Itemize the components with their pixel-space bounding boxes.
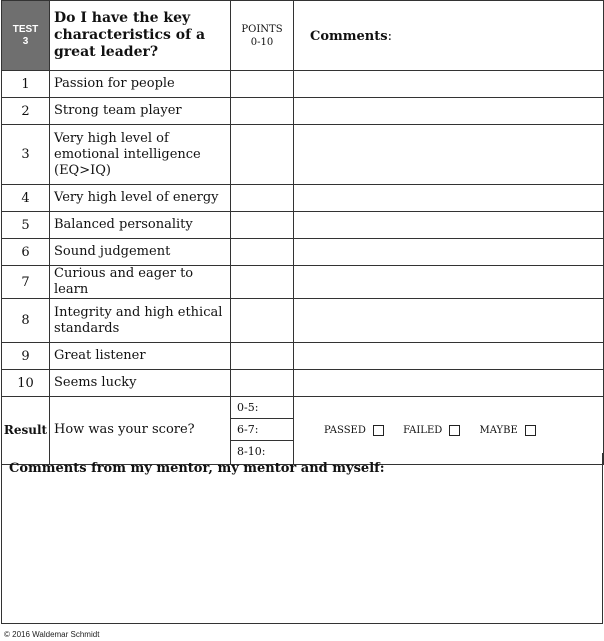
characteristic-line: Very high level of bbox=[54, 130, 169, 146]
comment-input-cell[interactable] bbox=[294, 71, 604, 98]
comment-input-cell[interactable] bbox=[294, 266, 604, 299]
points-input-cell[interactable] bbox=[231, 71, 294, 98]
question-line-1: Do I have the key bbox=[54, 10, 191, 26]
mentor-comments-box[interactable] bbox=[1, 453, 603, 624]
result-label: Result bbox=[2, 397, 50, 464]
table-row bbox=[2, 266, 604, 299]
characteristic-text bbox=[50, 125, 231, 185]
score-range-high[interactable]: 8-10: bbox=[237, 445, 266, 459]
score-question: How was your score? bbox=[50, 397, 231, 464]
points-input-cell[interactable] bbox=[231, 343, 294, 370]
row-number: 6 bbox=[2, 239, 50, 266]
comment-input-cell[interactable] bbox=[294, 212, 604, 239]
maybe-option[interactable] bbox=[479, 425, 535, 436]
table-row bbox=[2, 239, 604, 266]
test-label: TEST bbox=[12, 23, 39, 35]
characteristic-line: Very high level of energy bbox=[54, 190, 219, 205]
table-row bbox=[2, 212, 604, 239]
row-number: 3 bbox=[2, 125, 50, 185]
characteristic-text bbox=[50, 98, 231, 125]
row-number: 9 bbox=[2, 343, 50, 370]
test-table bbox=[1, 0, 604, 397]
failed-checkbox[interactable] bbox=[449, 425, 460, 436]
characteristic-text bbox=[50, 71, 231, 98]
passed-checkbox[interactable] bbox=[373, 425, 384, 436]
row-number: 8 bbox=[2, 299, 50, 343]
score-range-mid[interactable]: 6-7: bbox=[231, 419, 293, 441]
characteristic-line: emotional intelligence bbox=[54, 146, 201, 162]
row-number: 4 bbox=[2, 185, 50, 212]
table-row bbox=[2, 299, 604, 343]
header-row bbox=[2, 1, 604, 71]
table-row bbox=[2, 185, 604, 212]
characteristic-text bbox=[50, 299, 231, 343]
characteristic-text bbox=[50, 370, 231, 397]
comment-input-cell[interactable] bbox=[294, 98, 604, 125]
points-input-cell[interactable] bbox=[231, 266, 294, 299]
characteristic-text bbox=[50, 266, 231, 299]
points-input-cell[interactable] bbox=[231, 212, 294, 239]
characteristic-line: Integrity and high ethical bbox=[54, 304, 223, 320]
points-range: 0-10 bbox=[250, 37, 274, 48]
table-row bbox=[2, 370, 604, 397]
characteristic-line: Seems lucky bbox=[54, 375, 137, 390]
characteristic-text bbox=[50, 343, 231, 370]
table-row bbox=[2, 98, 604, 125]
test-number: 3 bbox=[22, 35, 29, 47]
characteristic-line: standards bbox=[54, 320, 120, 336]
points-input-cell[interactable] bbox=[231, 299, 294, 343]
test-number-cell bbox=[2, 1, 50, 71]
comment-input-cell[interactable] bbox=[294, 343, 604, 370]
failed-option[interactable] bbox=[403, 425, 460, 436]
failed-label: FAILED bbox=[403, 424, 443, 436]
points-input-cell[interactable] bbox=[231, 239, 294, 266]
points-label: POINTS bbox=[241, 24, 283, 35]
mentor-comments-title: Comments from my mentor, my mentor and myself: bbox=[9, 461, 385, 476]
points-input-cell[interactable] bbox=[231, 185, 294, 212]
points-input-cell[interactable] bbox=[231, 98, 294, 125]
question-heading bbox=[50, 1, 231, 71]
comment-input-cell[interactable] bbox=[294, 125, 604, 185]
passed-label: PASSED bbox=[324, 424, 366, 436]
points-input-cell[interactable] bbox=[231, 125, 294, 185]
row-number: 7 bbox=[2, 266, 50, 299]
comment-input-cell[interactable] bbox=[294, 185, 604, 212]
row-number: 2 bbox=[2, 98, 50, 125]
row-number: 5 bbox=[2, 212, 50, 239]
table-row bbox=[2, 343, 604, 370]
characteristic-line: Balanced personality bbox=[54, 217, 193, 232]
characteristic-line: Passion for people bbox=[54, 76, 175, 91]
question-line-2: characteristics of a bbox=[54, 27, 206, 43]
row-number: 1 bbox=[2, 71, 50, 98]
passed-option[interactable] bbox=[324, 425, 384, 436]
characteristic-line: Strong team player bbox=[54, 103, 182, 118]
row-number: 10 bbox=[2, 370, 50, 397]
table-row bbox=[2, 71, 604, 98]
comments-heading bbox=[294, 1, 604, 71]
comment-input-cell[interactable] bbox=[294, 239, 604, 266]
question-line-3: great leader? bbox=[54, 44, 159, 60]
comments-label: Comments bbox=[310, 29, 388, 44]
characteristic-text bbox=[50, 239, 231, 266]
points-heading bbox=[231, 1, 294, 71]
maybe-checkbox[interactable] bbox=[525, 425, 536, 436]
characteristic-text bbox=[50, 185, 231, 212]
characteristic-line: (EQ>IQ) bbox=[54, 162, 111, 178]
comment-input-cell[interactable] bbox=[294, 370, 604, 397]
leadership-test-sheet bbox=[1, 0, 603, 465]
copyright-footer: © 2016 Waldemar Schmidt bbox=[4, 630, 100, 639]
points-input-cell[interactable] bbox=[231, 370, 294, 397]
characteristic-line: Sound judgement bbox=[54, 244, 171, 259]
maybe-label: MAYBE bbox=[479, 424, 518, 436]
comments-colon: : bbox=[387, 29, 392, 44]
characteristic-line: Curious and eager to learn bbox=[54, 266, 194, 297]
characteristic-line: Great listener bbox=[54, 348, 146, 363]
score-range-low[interactable]: 0-5: bbox=[231, 397, 293, 419]
characteristic-text bbox=[50, 212, 231, 239]
comment-input-cell[interactable] bbox=[294, 299, 604, 343]
table-row bbox=[2, 125, 604, 185]
